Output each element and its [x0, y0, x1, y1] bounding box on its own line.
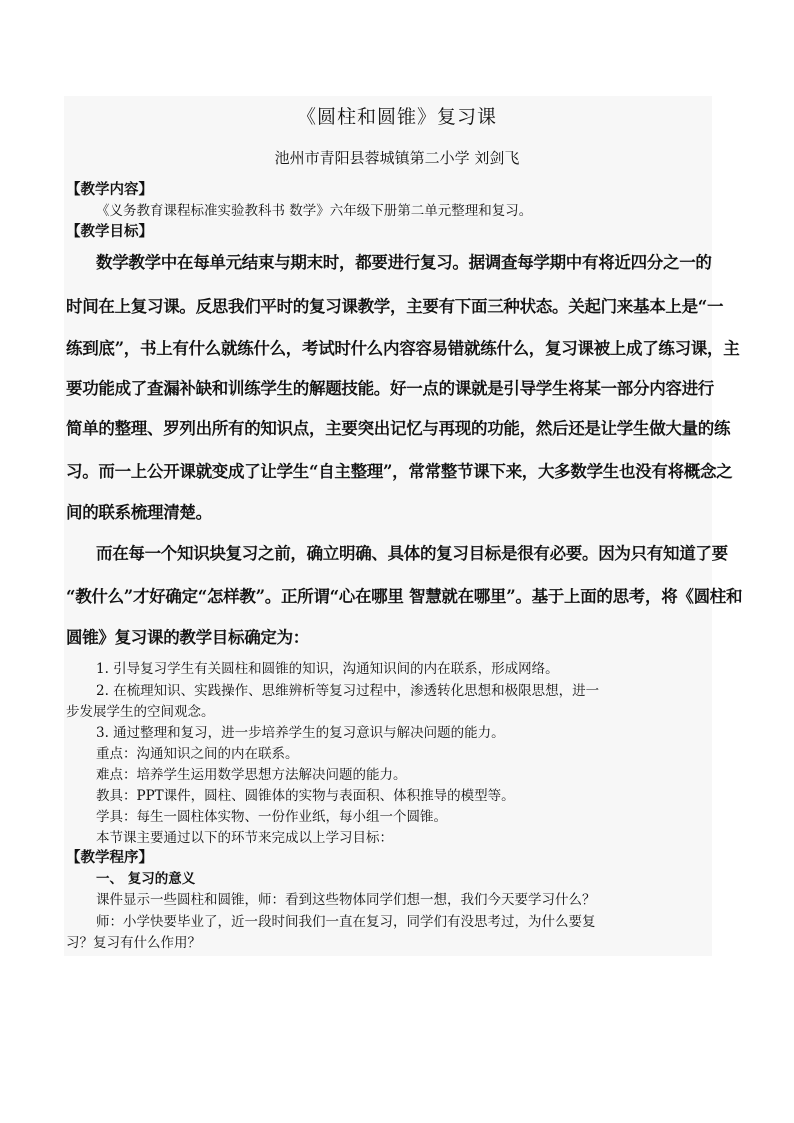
teaching-aids: 教具：PPT课件，圆柱、圆锥体的实物与表面积、体积推导的模型等。 — [96, 788, 515, 804]
section-heading-procedure: 【教学程序】 — [66, 849, 153, 866]
para2-line: 而在每一个知识块复习之前，确立明确、具体的复习目标是很有必要。因为只有知道了要 — [96, 544, 728, 563]
procedure-line: 习？复习有什么作用？ — [66, 935, 201, 951]
key-point: 重点：沟通知识之间的内在联系。 — [96, 746, 299, 762]
para1-line: 间的联系梳理清楚。 — [66, 503, 212, 522]
para1-line: 练到底”，书上有什么就练什么，考试时什么内容容易错就练什么，复习课被上成了练习课，主 — [66, 339, 740, 358]
goal-item: 1. 引导复习学生有关圆柱和圆锥的知识，沟通知识间的内在联系，形成网络。 — [96, 661, 559, 677]
para1-line: 要功能成了查漏补缺和训练学生的解题技能。好一点的课就是引导学生将某一部分内容进行 — [66, 379, 715, 398]
section-heading-content: 【教学内容】 — [66, 181, 153, 198]
content-text: 《义务教育课程标准实验教科书 数学》六年级下册第二单元整理和复习。 — [96, 203, 533, 219]
para2-line: 圆锥》复习课的教学目标确定为： — [66, 628, 310, 647]
document-author: 池州市青阳县蓉城镇第二小学 刘剑飞 — [274, 149, 520, 167]
procedure-line: 课件显示一些圆柱和圆锥，师：看到这些物体同学们想一想，我们今天要学习什么？ — [96, 892, 596, 908]
goal-item: 3. 通过整理和复习，进一步培养学生的复习意识与解决问题的能力。 — [96, 725, 505, 741]
goal-item: 2. 在梳理知识、实践操作、思维辨析等复习过程中，渗透转化思想和极限思想，进一 — [96, 683, 600, 699]
content-background — [64, 96, 715, 956]
procedure-line: 师：小学快要毕业了，近一段时间我们一直在复习，同学们有没思考过，为什么要复 — [96, 914, 596, 930]
para1-line: 数学教学中在每单元结束与期末时，都要进行复习。据调查每学期中有将近四分之一的 — [96, 253, 712, 272]
section-heading-goal: 【教学目标】 — [66, 223, 153, 240]
para1-line: 习。而一上公开课就变成了让学生“自主整理”，常常整节课下来，大多数学生也没有将概念之 — [66, 462, 733, 481]
learning-aids: 学具：每生一圆柱体实物、一份作业纸，每小组一个圆锥。 — [96, 809, 447, 825]
difficult-point: 难点：培养学生运用数学思想方法解决问题的能力。 — [96, 767, 407, 783]
para1-line: 简单的整理、罗列出所有的知识点，主要突出记忆与再现的功能，然后还是让学生做大量的练 — [66, 419, 731, 438]
document-title: 《圆柱和圆锥》复习课 — [296, 106, 497, 128]
para1-line: 时间在上复习课。反思我们平时的复习课教学，主要有下面三种状态。关起门来基本上是“一 — [66, 297, 724, 316]
para2-line: “教什么”才好确定“怎样教”。正所谓“心在哪里 智慧就在哪里”。基于上面的思考，将《圆柱和 — [66, 587, 743, 606]
procedure-step-heading: 一、 复习的意义 — [96, 871, 196, 887]
goal-summary: 本节课主要通过以下的环节来完成以上学习目标： — [96, 830, 393, 846]
goal-item: 步发展学生的空间观念。 — [66, 704, 215, 720]
